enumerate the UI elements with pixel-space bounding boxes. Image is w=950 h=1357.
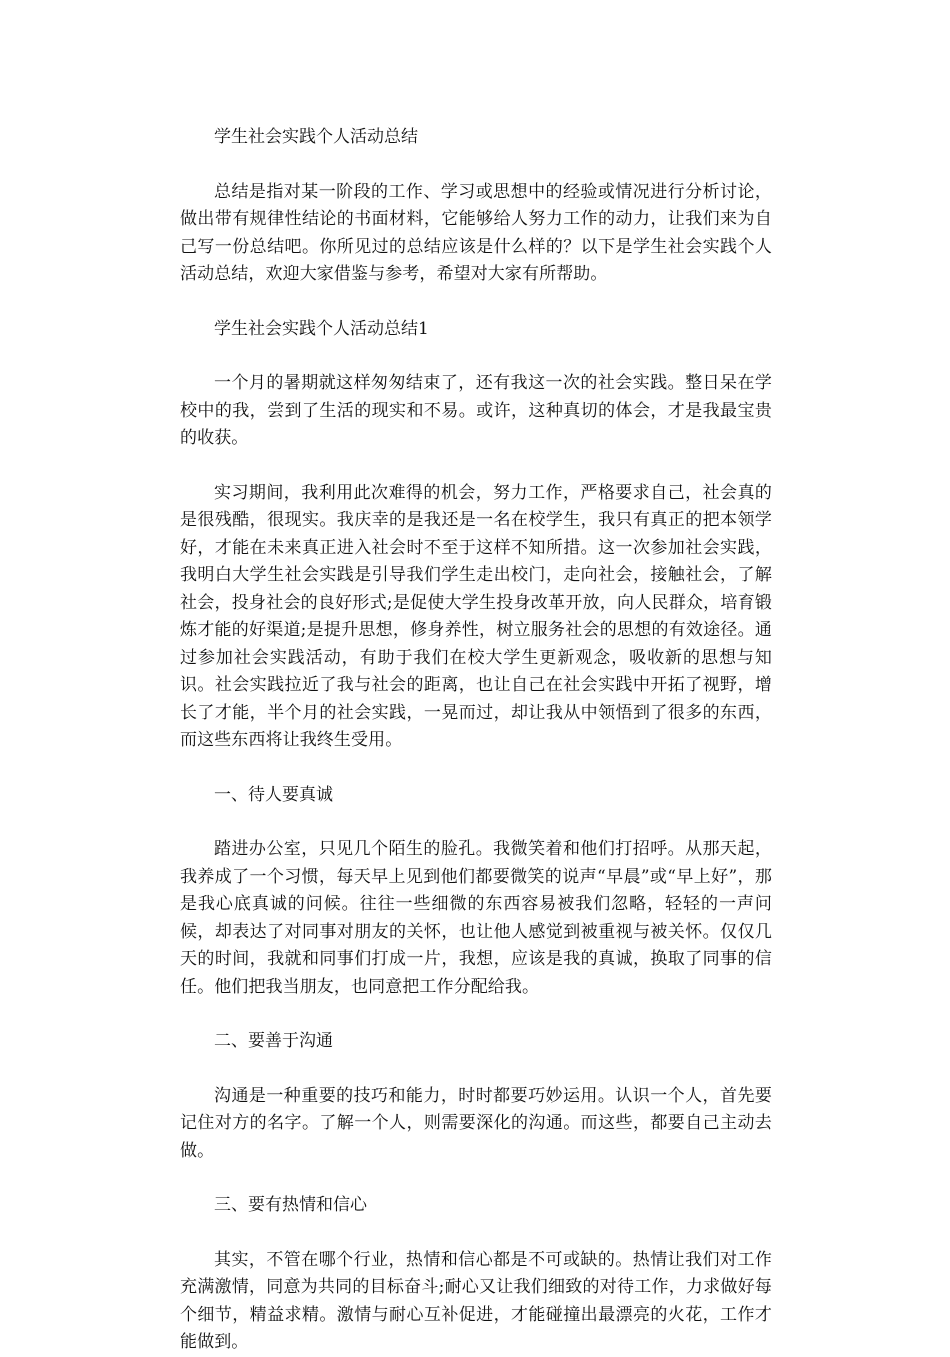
spacer — [180, 289, 772, 316]
section-heading-2: 二、要善于沟通 — [214, 1031, 333, 1051]
spacer — [180, 1165, 772, 1192]
document-title: 学生社会实践个人活动总结 — [214, 127, 418, 147]
section-paragraph-2: 沟通是一种重要的技巧和能力，时时都要巧妙运用。认识一个人，首先要记住对方的名字。了解一个人，则需要深化的沟通。而这些，都要自己主动去做。 — [180, 1085, 772, 1161]
section-paragraph-1: 踏进办公室，只见几个陌生的脸孔。我微笑着和他们打招呼。从那天起，我养成了一个习惯，每天早上见到他们都要微笑的说声“早晨”或“早上好”，那是我心底真诚的问候。往往一些细微的东西容易被我们忽略，轻轻的一声问候，却表达了对同事对朋友的关怀，也让他人感觉到被重视与被关怀。仅仅几天的时间，我就和同事们打成一片，我想，应该是我的真诚，换取了同事的信任。他们把我当朋友，也同意把工作分配给我。 — [180, 839, 772, 997]
spacer — [180, 1056, 772, 1083]
spacer — [180, 343, 772, 370]
body-paragraph-1: 一个月的暑期就这样匆匆结束了，还有我这一次的社会实践。整日呆在学校中的我，尝到了生活的现实和不易。或许，这种真切的体会，才是我最宝贵的收获。 — [180, 373, 772, 448]
section-heading-1: 一、待人要真诚 — [214, 784, 333, 805]
spacer — [180, 755, 772, 782]
spacer — [180, 1220, 772, 1247]
section-subtitle: 学生社会实践个人活动总结1 — [214, 318, 429, 339]
section-heading-3: 三、要有热情和信心 — [214, 1195, 367, 1215]
spacer — [180, 809, 772, 836]
document-page — [180, 124, 772, 1357]
spacer — [180, 1001, 772, 1028]
intro-paragraph: 总结是指对某一阶段的工作、学习或思想中的经验或情况进行分析讨论，做出带有规律性结论的书面材料，它能够给人努力工作的动力，让我们来为自己写一份总结吧。你所见过的总结应该是什么样的？以下是学生社会实践个人活动总结，欢迎大家借鉴与参考，希望对大家有所帮助。 — [180, 181, 772, 284]
body-paragraph-2: 实习期间，我利用此次难得的机会，努力工作，严格要求自己，社会真的是很残酷，很现实。我庆幸的是我还是一名在校学生，我只有真正的把本领学好，才能在未来真正进入社会时不至于这样不知所措。这一次参加社会实践，我明白大学生社会实践是引导我们学生走出校门，走向社会，接触社会，了解社会，投身社会的良好形式;是促使大学生投身改革开放，向人民群众，培育锻炼才能的好渠道;是提升思想，修身养性，树立服务社会的思想的有效途径。通过参加社会实践活动，有助于我们在校大学生更新观念，吸收新的思想与知识。社会实践拉近了我与社会的距离，也让自己在社会实践中开拓了视野，增长了才能，半个月的社会实践，一晃而过，却让我从中领悟到了很多的东西，而这些东西将让我终生受用。 — [180, 482, 772, 750]
spacer — [180, 453, 772, 480]
spacer — [180, 152, 772, 179]
section-paragraph-3: 其实，不管在哪个行业，热情和信心都是不可或缺的。热情让我们对工作充满激情，同意为共同的目标奋斗;耐心又让我们细致的对待工作，力求做好每个细节，精益求精。激情与耐心互补促进，才能碰撞出最漂亮的火花，工作才能做到。 — [180, 1249, 772, 1352]
